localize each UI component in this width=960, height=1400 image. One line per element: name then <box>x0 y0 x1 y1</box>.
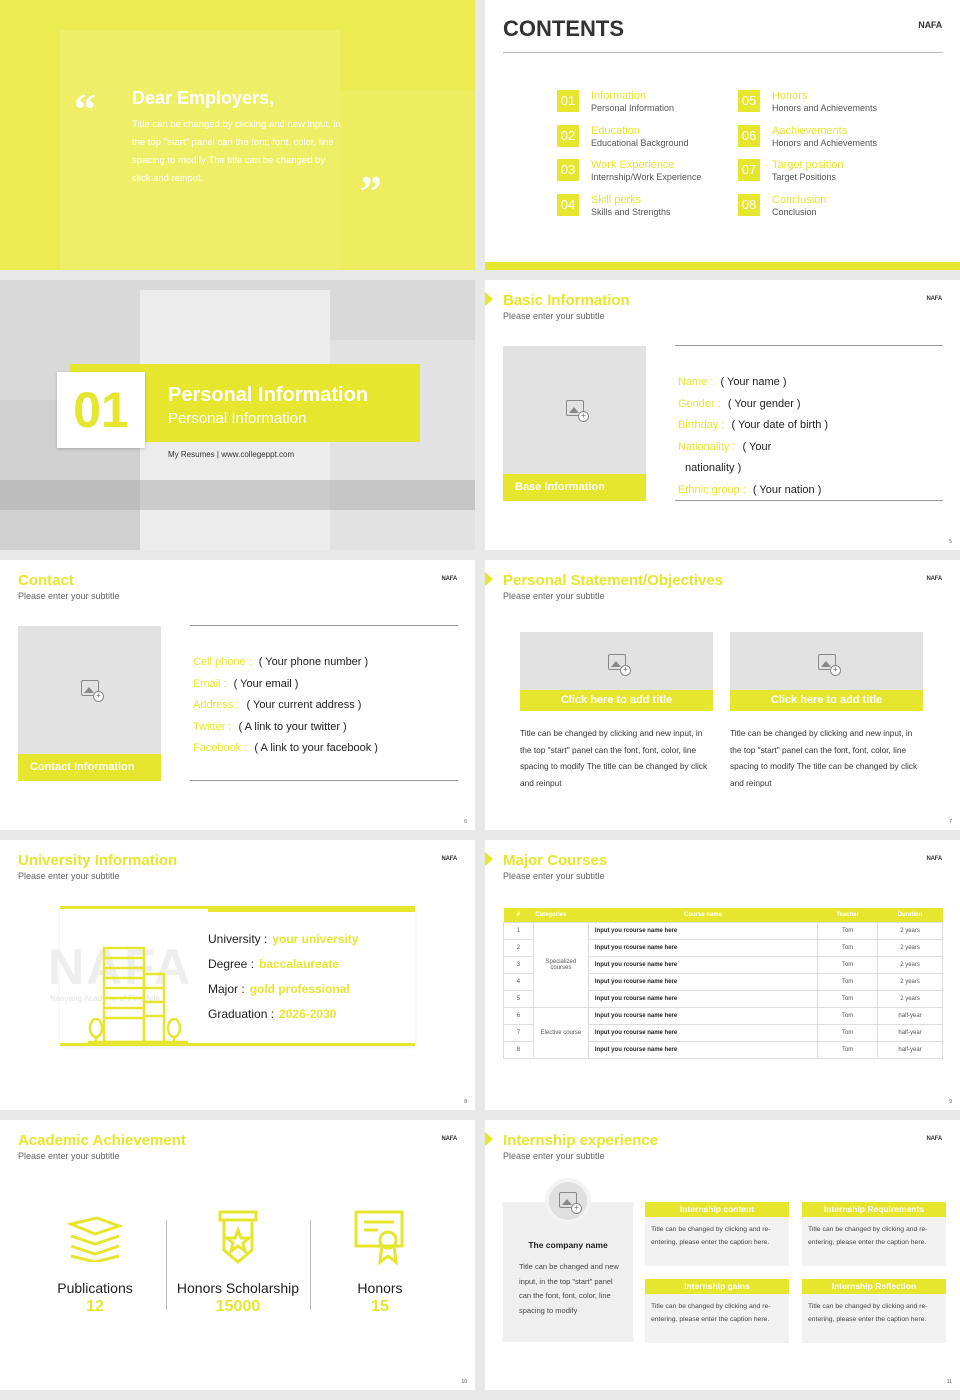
university-label: Degree : <box>208 957 255 971</box>
section-title: Personal Information <box>168 384 369 406</box>
course-name[interactable]: Input you rcourse name here <box>588 922 817 939</box>
internship-box-text: Title can be changed by clicking and re-entering, please enter the caption here. <box>651 1226 771 1246</box>
info-label: Gender : <box>678 397 721 410</box>
row-number: 6 <box>504 1007 534 1024</box>
slide-academic-achievement <box>0 1120 475 1390</box>
col-header: Course name <box>588 908 817 922</box>
info-value[interactable]: ( Your nation ) <box>752 483 822 496</box>
info-value[interactable]: ( Your name ) <box>720 376 787 388</box>
contents-title: CONTENTS <box>503 16 624 41</box>
statement-card-text: Title can be changed by clicking and new input, in the top "start" panel can the font, font, color, line spacing to modify The title can be changed by click and reinput <box>730 728 918 788</box>
statement-image-placeholder[interactable] <box>730 632 923 690</box>
course-name[interactable]: Input you rcourse name here <box>588 1024 817 1041</box>
books-icon <box>67 1214 123 1262</box>
divider <box>190 625 458 626</box>
stat-label: Honors Scholarship <box>176 1280 300 1296</box>
info-label: Email : <box>193 677 227 690</box>
contents-item-title[interactable]: Conclusion <box>772 193 827 206</box>
info-row <box>678 419 828 431</box>
teacher: Tom <box>818 1024 878 1041</box>
duration: half-year <box>878 1024 943 1041</box>
col-header: Duration <box>878 908 943 922</box>
stat-divider <box>166 1220 167 1310</box>
image-placeholder-icon <box>81 680 99 696</box>
contents-item-title[interactable]: Information <box>591 90 647 102</box>
slide-university-information <box>0 840 475 1110</box>
contents-item-title[interactable]: Education <box>591 124 640 137</box>
slide-title: Major Courses <box>503 852 608 869</box>
university-label: Major : <box>208 982 245 996</box>
nafa-watermark: NAFA <box>48 939 193 995</box>
teacher: Tom <box>818 956 878 973</box>
page-number: 9 <box>949 1099 952 1105</box>
award-ribbon-icon <box>216 1210 260 1266</box>
open-quote-icon: “ <box>74 85 96 134</box>
courses-table <box>503 908 943 1059</box>
contents-item-number[interactable]: 05 <box>738 90 760 112</box>
info-row <box>678 441 771 453</box>
university-row <box>208 932 358 946</box>
nafa-logo: NAFA <box>926 1136 942 1142</box>
teacher: Tom <box>818 939 878 956</box>
contents-item-subtitle: Honors and Achievements <box>772 103 878 113</box>
contents-item-number[interactable]: 08 <box>738 194 760 216</box>
info-value[interactable]: ( Your phone number ) <box>258 656 369 668</box>
university-value[interactable]: gold professional <box>249 982 350 996</box>
slide-subtitle: Please enter your subtitle <box>18 1151 120 1161</box>
nafa-logo: NAFA <box>918 20 942 30</box>
slide-title: Internship experience <box>503 1132 659 1149</box>
course-name[interactable]: Input you rcourse name here <box>588 973 817 990</box>
page-number: 5 <box>949 539 952 545</box>
slide-personal-statement <box>485 560 960 830</box>
row-number: 8 <box>504 1041 534 1058</box>
contents-item-number[interactable]: 04 <box>557 194 579 216</box>
slide-contact <box>0 560 475 830</box>
divider <box>675 345 943 346</box>
course-name[interactable]: Input you rcourse name here <box>588 939 817 956</box>
internship-box-text: Title can be changed by clicking and re-entering, please enter the caption here. <box>651 1303 771 1323</box>
nafa-logo: NAFA <box>926 296 942 302</box>
row-number: 7 <box>504 1024 534 1041</box>
slide-subtitle: Please enter your subtitle <box>503 871 605 881</box>
nafa-logo: NAFA <box>441 1136 457 1142</box>
slide-subtitle: Please enter your subtitle <box>18 871 120 881</box>
contents-item-title[interactable]: Work Experience <box>591 159 675 171</box>
info-label: Ethnic group : <box>678 483 746 496</box>
info-row <box>678 484 821 496</box>
section-number: 01 <box>73 382 129 438</box>
info-label: Name : <box>678 376 714 388</box>
contents-item-title[interactable]: Honors <box>772 90 808 102</box>
contents-item-number[interactable]: 07 <box>738 159 760 181</box>
page-number: 7 <box>949 819 952 825</box>
section-subtitle: Personal Information <box>168 410 307 427</box>
slide-title: Contact <box>18 572 74 589</box>
info-row <box>193 721 347 733</box>
info-row <box>678 462 741 474</box>
contents-item-title[interactable]: Aachievements <box>772 124 848 137</box>
slide-dear-employers <box>0 0 475 270</box>
teacher: Tom <box>818 990 878 1007</box>
stat-value: 12 <box>86 1298 104 1315</box>
trees <box>0 480 475 510</box>
info-row <box>193 678 298 690</box>
info-value[interactable]: ( Your date of birth ) <box>731 419 829 431</box>
stat-label: Honors <box>357 1280 403 1296</box>
info-value[interactable]: ( Your current address ) <box>246 699 362 711</box>
slide-title: University Information <box>18 852 178 869</box>
slide-title: Basic Information <box>503 292 630 309</box>
col-header: # <box>504 908 534 922</box>
category-cell: Elective course <box>533 1007 588 1058</box>
course-name[interactable]: Input you rcourse name here <box>588 990 817 1007</box>
contents-item-number[interactable]: 01 <box>557 90 579 112</box>
row-number: 2 <box>504 939 534 956</box>
col-header: Categories <box>533 908 588 922</box>
close-quote-icon: ” <box>360 167 382 216</box>
course-name[interactable]: Input you rcourse name here <box>588 956 817 973</box>
info-label: Address : <box>193 699 240 711</box>
page-number: 10 <box>461 1379 467 1385</box>
nafa-logo: NAFA <box>926 576 942 582</box>
image-placeholder-icon <box>559 1192 577 1208</box>
info-row <box>193 742 378 754</box>
section-caption: My Resumes | www.collegeppt.com <box>168 450 295 459</box>
duration: half-year <box>878 1041 943 1058</box>
contents-item-subtitle: Educational Background <box>591 137 689 148</box>
duration: 2 years <box>878 939 943 956</box>
university-label: Graduation : <box>208 1007 275 1021</box>
info-value[interactable]: nationality ) <box>685 462 742 474</box>
nafa-watermark-sub: Nanyang Academy of Fine Arts <box>50 994 160 1003</box>
contents-item-subtitle: Conclusion <box>772 206 817 217</box>
page-number: 8 <box>464 1099 467 1105</box>
divider <box>675 500 943 501</box>
university-value[interactable]: 2026-2030 <box>279 1007 337 1021</box>
divider <box>190 780 458 781</box>
university-row <box>208 957 339 971</box>
statement-card-text: Title can be changed by clicking and new input, in the top "start" panel can the font, font, color, line spacing to modify The title can be changed by click and reinput <box>520 728 708 788</box>
internship-box-text: Title can be changed by clicking and re-entering, please enter the caption here. <box>808 1303 928 1323</box>
bottom-accent-bar <box>485 262 960 270</box>
internship-box-text: Title can be changed by clicking and re-entering, please enter the caption here. <box>808 1226 928 1246</box>
title-divider <box>503 52 943 53</box>
title-arrow-icon <box>485 292 493 306</box>
info-value[interactable]: ( A link to your twitter ) <box>238 720 347 733</box>
info-value[interactable]: ( Your gender ) <box>727 397 801 410</box>
info-row <box>193 699 361 711</box>
slide-heading: Dear Employers, <box>132 88 275 108</box>
duration: 2 years <box>878 956 943 973</box>
university-value[interactable]: your university <box>272 932 359 946</box>
university-row <box>208 982 350 996</box>
internship-box-title[interactable]: Internship gains <box>645 1279 789 1294</box>
teacher: Tom <box>818 973 878 990</box>
col-header: Teacher <box>818 908 878 922</box>
university-value[interactable]: baccalaureate <box>259 957 340 971</box>
contents-item-title[interactable]: Target position <box>772 159 844 171</box>
image-placeholder-icon <box>608 654 626 670</box>
university-label: University : <box>208 932 268 946</box>
photo-label: Contact Information <box>18 754 161 781</box>
card-inner-rule <box>208 909 415 912</box>
duration: 2 years <box>878 973 943 990</box>
duration: 2 years <box>878 922 943 939</box>
row-number: 3 <box>504 956 534 973</box>
table-row <box>504 922 943 939</box>
info-label: Nationality : <box>678 440 736 453</box>
page-number: 6 <box>464 819 467 825</box>
slide-subtitle: Please enter your subtitle <box>503 591 605 601</box>
slide-subtitle: Please enter your subtitle <box>503 1151 605 1161</box>
slide-subtitle: Please enter your subtitle <box>18 591 120 601</box>
row-number: 1 <box>504 922 534 939</box>
slide-internship-experience <box>485 1120 960 1390</box>
image-placeholder-icon <box>818 654 836 670</box>
internship-box-title[interactable]: Internship Requirements <box>802 1202 946 1217</box>
building-icon <box>88 944 188 1044</box>
stat-label: Publications <box>57 1280 133 1296</box>
internship-box-title[interactable]: Internship content <box>645 1202 789 1217</box>
contents-item-subtitle: Honors and Achievements <box>772 137 878 148</box>
contents-item-subtitle: Target Positions <box>772 172 837 182</box>
row-number: 4 <box>504 973 534 990</box>
info-label: Facebook : <box>193 742 248 754</box>
nafa-logo: NAFA <box>926 856 942 862</box>
info-value[interactable]: ( Your email ) <box>233 677 299 690</box>
company-text: Title can be changed and new input, in the top "start" panel can the font, font, color, line spacing to modify <box>519 1262 619 1315</box>
slide-contents <box>485 0 960 270</box>
statement-card-title[interactable]: Click here to add title <box>730 690 923 711</box>
info-value[interactable]: ( A link to your facebook ) <box>254 742 378 754</box>
info-row <box>678 376 787 388</box>
contents-item-number[interactable]: 03 <box>557 159 579 181</box>
image-placeholder-icon <box>566 400 584 416</box>
teacher: Tom <box>818 1041 878 1058</box>
slide-body-text: Title can be changed by clicking and new input, in the top "start" panel can the font, font, color, line spacing to modify The title can be changed by click and reinput. <box>132 119 341 184</box>
table-header-row <box>504 908 943 922</box>
company-name: The company name <box>528 1240 608 1250</box>
contents-item-subtitle: Skills and Strengths <box>591 206 671 217</box>
stat-divider <box>310 1220 311 1310</box>
slide-title: Academic Achievement <box>18 1132 186 1149</box>
statement-card-title[interactable]: Click here to add title <box>520 690 713 711</box>
contents-item-subtitle: Personal Information <box>591 103 675 113</box>
title-arrow-icon <box>485 572 493 586</box>
info-row <box>678 398 801 410</box>
duration: half-year <box>878 1007 943 1024</box>
photo-label: Base Information <box>503 474 646 501</box>
contents-item-number[interactable]: 02 <box>557 125 579 147</box>
category-cell: Specialized courses <box>533 922 588 1007</box>
statement-image-placeholder[interactable] <box>520 632 713 690</box>
slide-title: Personal Statement/Objectives <box>503 572 724 589</box>
nafa-logo: NAFA <box>441 576 457 582</box>
slide-section-01 <box>0 280 475 550</box>
info-label: Cell phone : <box>193 656 252 668</box>
internship-box-title[interactable]: Internship Reflection <box>802 1279 946 1294</box>
course-name[interactable]: Input you rcourse name here <box>588 1007 817 1024</box>
title-arrow-icon <box>485 852 493 866</box>
title-arrow-icon <box>485 1132 493 1146</box>
duration: 2 years <box>878 990 943 1007</box>
row-number: 5 <box>504 990 534 1007</box>
certificate-icon <box>354 1210 406 1266</box>
info-row <box>193 656 368 668</box>
slide-subtitle: Please enter your subtitle <box>503 311 605 321</box>
info-label: Twitter : <box>193 720 232 733</box>
page-number: 11 <box>946 1379 952 1385</box>
slide-major-courses <box>485 840 960 1110</box>
contents-item-title[interactable]: Skill perks <box>591 193 642 206</box>
nafa-logo: NAFA <box>441 856 457 862</box>
contents-item-subtitle: Internship/Work Experience <box>591 172 702 182</box>
company-avatar[interactable] <box>545 1178 591 1224</box>
info-label: Birthday : <box>678 419 725 431</box>
teacher: Tom <box>818 1007 878 1024</box>
university-row <box>208 1007 336 1021</box>
course-name[interactable]: Input you rcourse name here <box>588 1041 817 1058</box>
table-row <box>504 1007 943 1024</box>
contents-item-number[interactable]: 06 <box>738 125 760 147</box>
stat-value: 15000 <box>215 1298 261 1315</box>
teacher: Tom <box>818 922 878 939</box>
stat-value: 15 <box>371 1298 389 1315</box>
slide-basic-information <box>485 280 960 550</box>
info-value[interactable]: ( Your <box>742 440 772 453</box>
